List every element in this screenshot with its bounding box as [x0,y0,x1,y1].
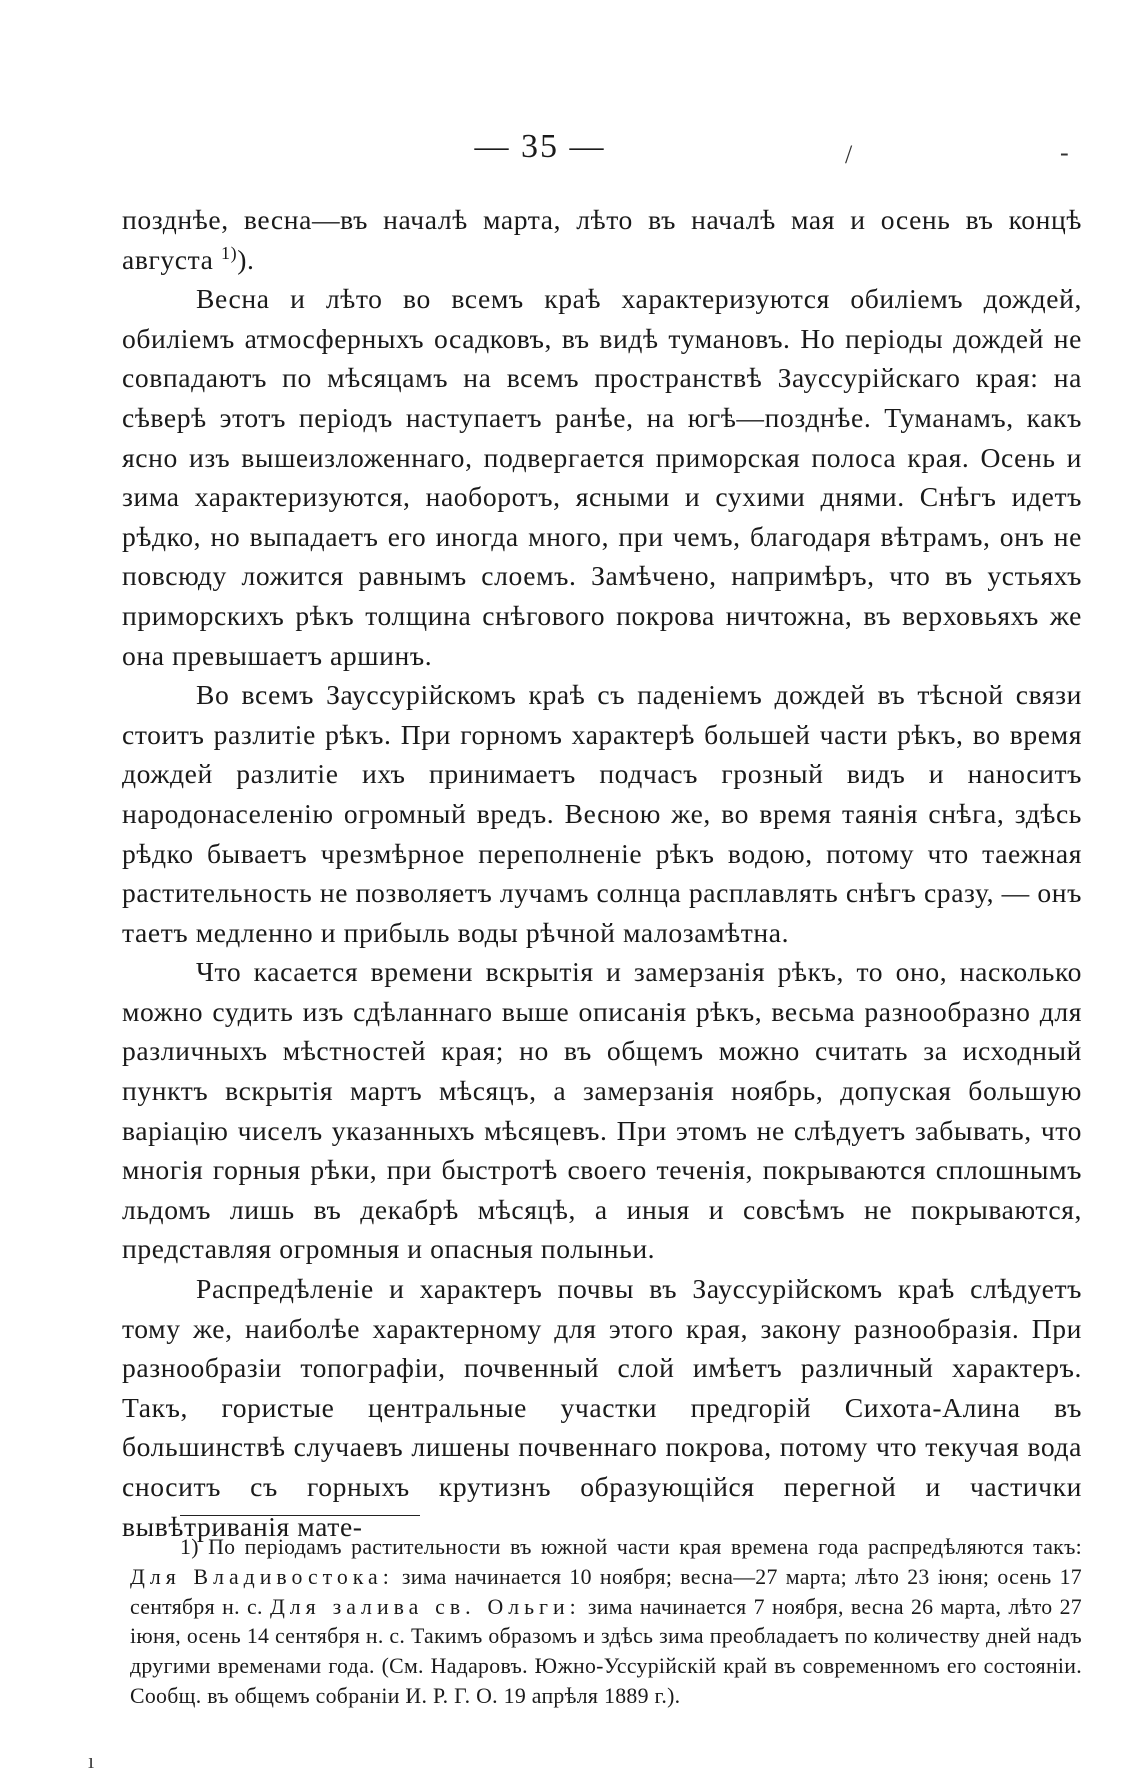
paragraph-continuation: позднѣе, весна—въ началѣ марта, лѣто въ началѣ мая и осень въ концѣ августа $^{1)}$). [122,204,1082,275]
paragraph: Во всемъ Зауссурійскомъ краѣ съ паденіемъ дождей въ тѣсной связи стоитъ разлитіе рѣкъ. При горномъ характерѣ большей части рѣкъ, во время дождей разлитіе ихъ принимаетъ подчасъ грозный видъ и наноситъ народонаселенію огромный вредъ. Весною же, во время таянія снѣга, здѣсь рѣдко бываетъ чрезмѣрное переполненіе рѣкъ водою, потому что таежная растительность не позволяетъ лучамъ солнца расплавлять снѣгъ сразу, — онъ таетъ медленно и прибыль воды рѣчной малозамѣтна. [122,679,1082,948]
scan-mark: - [1060,138,1069,167]
footnote [130,1533,1082,1712]
footnote-divider [180,1515,420,1516]
place-name: Для Владивостока: [130,1564,394,1589]
footnote-marker: 1) [180,1535,199,1559]
scan-mark: ı [88,1748,95,1773]
main-text [122,200,1082,1546]
place-name: Для залива св. Ольги: [269,1594,581,1619]
paragraph: Распредѣленіе и характеръ почвы въ Зауссурійскомъ краѣ слѣдуетъ тому же, наиболѣе характерному для этого края, закону разнообразія. При разнообразіи топографіи, почвенный слой имѣетъ различный характеръ. Такъ, гористые центральные участки предгорій Сихота-Алина въ большинствѣ случаевъ лишены почвеннаго покрова, потому что текучая вода сноситъ съ горныхъ крутизнъ образующійся перегной и частички вывѣтриванія мате- [122,1273,1082,1542]
scan-mark: / [845,140,853,169]
page-number: — 35 — [474,128,606,165]
footnote-close: ). [237,243,255,275]
footnote-reference[interactable]: 1) [220,242,238,263]
paragraph: Что касается времени вскрытія и замерзанія рѣкъ, то оно, насколько можно судить изъ сдѣланнаго выше описанія рѣкъ, весьма разнообразно для различныхъ мѣстностей края; но въ общемъ можно считать за исходный пунктъ вскрытія мартъ мѣсяцъ, а замерзанія ноябрь, допуская большую варіацію чиселъ указанныхъ мѣсяцевъ. При этомъ не слѣдуетъ забывать, что многія горныя рѣки, при быстротѣ своего теченія, покрываются сплошнымъ льдомъ лишь въ декабрѣ мѣсяцѣ, а иныя и совсѣмъ не покрываются, представляя огромныя и опасныя полыньи. [122,956,1082,1265]
paragraph: Весна и лѣто во всемъ краѣ характеризуются обиліемъ дождей, обиліемъ атмосферныхъ осадковъ, въ видѣ тумановъ. Но періоды дождей не совпадаютъ по мѣсяцамъ на всемъ пространствѣ Зауссурійскаго края: на сѣверѣ этотъ періодъ наступаетъ ранѣе, на югѣ—позднѣе. Туманамъ, какъ ясно изъ вышеизложеннаго, подвергается приморская полоса края. Осень и зима характеризуются, наоборотъ, ясными и сухими днями. Снѣгъ идетъ рѣдко, но выпадаетъ его иногда много, при чемъ, благодаря вѣтрамъ, онъ не повсюду ложится равнымъ слоемъ. Замѣчено, напримѣръ, что въ устьяхъ приморскихъ рѣкъ толщина снѣгового покрова ничтожна, въ верховьяхъ же она превышаетъ аршинъ. [122,283,1082,671]
footnote-text: 1) По періодамъ растительности въ южной части края времена года распредѣляются такъ: Для Владивостока: зима начинается 10 ноября; весна—27 марта; лѣто 23 іюня; осень 17 сентября н. с. Для залива св. Ольги: зима начинается 7 ноября, весна 26 марта, лѣто 27 іюня, осень 14 сентября н. с. Такимъ образомъ и здѣсь зима преобладаетъ по количеству дней надъ другими временами года. (См. Надаровъ. Южно-Уссурійскій край въ современномъ его состояніи. Сообщ. въ общемъ собраніи И. Р. Г. О. 19 апрѣля 1889 г.). [130,1535,1083,1708]
